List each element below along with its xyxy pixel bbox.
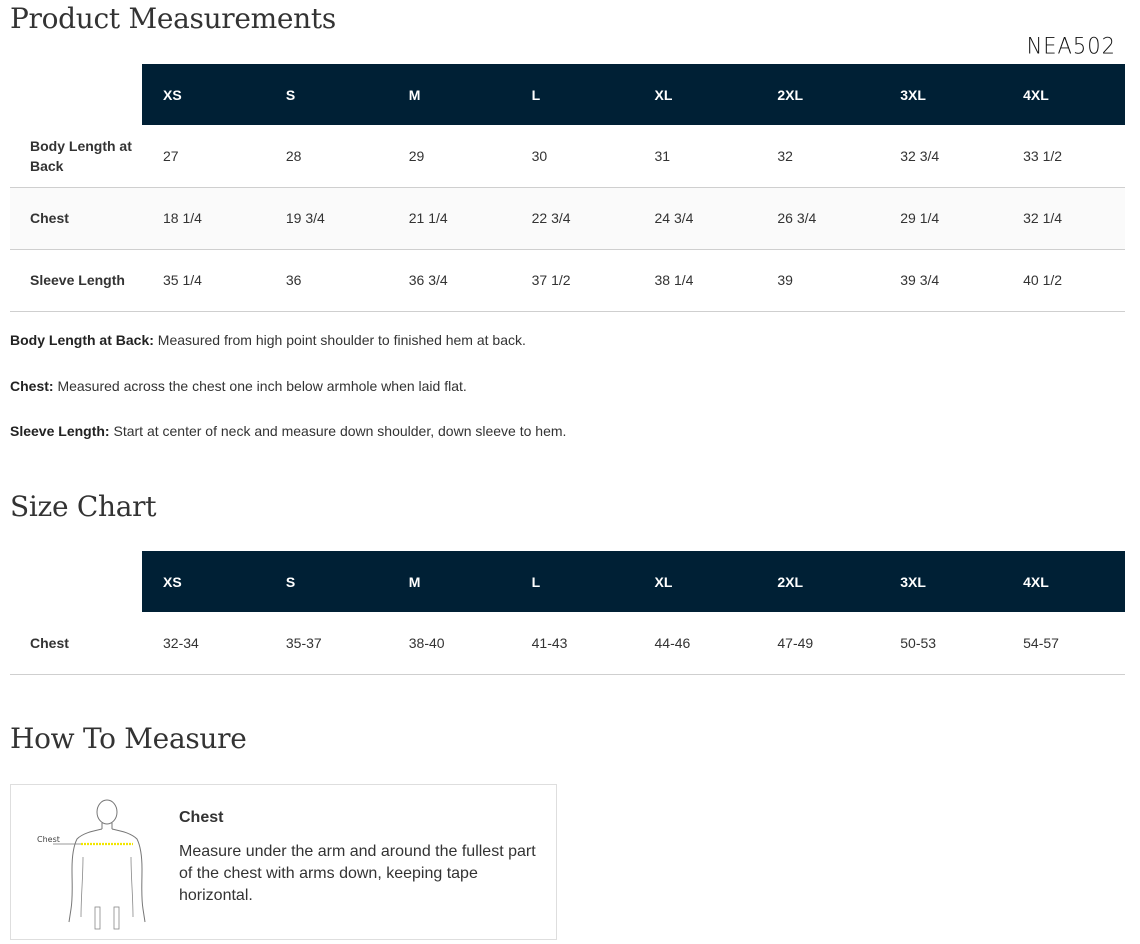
header-blank-cell [10,551,142,612]
figure-chest-label: Chest [37,835,60,844]
size-header: 4XL [1002,64,1125,125]
table-header-row [10,64,1125,125]
size-header: S [265,551,388,612]
table-cell: 39 [756,249,879,311]
size-header: S [265,64,388,125]
definition-term: Body Length at Back: [10,332,154,348]
size-header: L [511,551,634,612]
table-row [10,187,1125,249]
size-header: 2XL [756,64,879,125]
table-cell: 18 1/4 [142,187,265,249]
table-cell: 29 1/4 [879,187,1002,249]
size-header: 4XL [1002,551,1125,612]
size-header: M [388,64,511,125]
size-header: 3XL [879,64,1002,125]
style-code: NEA502 [1026,33,1116,59]
definition-text: Measured from high point shoulder to finished hem at back. [153,332,526,348]
definition-text: Start at center of neck and measure down shoulder, down sleeve to hem. [109,423,567,439]
table-cell: 26 3/4 [756,187,879,249]
row-label: Chest [10,612,142,674]
table-cell: 36 3/4 [388,249,511,311]
size-chart-table [10,551,1125,675]
table-cell: 24 3/4 [634,187,757,249]
table-cell: 35-37 [265,612,388,674]
product-measurements-table [10,64,1125,312]
table-cell: 36 [265,249,388,311]
table-row [10,249,1125,311]
table-cell: 28 [265,125,388,187]
table-row [10,125,1125,187]
size-header: M [388,551,511,612]
row-label: Body Length at Back [10,125,142,187]
table-cell: 27 [142,125,265,187]
how-to-measure-heading: How To Measure [10,722,247,755]
definition-sleeve-length [10,423,566,439]
definition-text: Measured across the chest one inch below armhole when laid flat. [53,378,467,394]
table-cell: 47-49 [756,612,879,674]
table-cell: 37 1/2 [511,249,634,311]
table-cell: 31 [634,125,757,187]
table-cell: 35 1/4 [142,249,265,311]
table-cell: 50-53 [879,612,1002,674]
table-cell: 44-46 [634,612,757,674]
size-header: XL [634,551,757,612]
table-header-row [10,551,1125,612]
table-cell: 30 [511,125,634,187]
definition-chest [10,378,467,394]
size-header: XS [142,551,265,612]
table-cell: 21 1/4 [388,187,511,249]
table-cell: 54-57 [1002,612,1125,674]
definition-term: Sleeve Length: [10,423,110,439]
table-row [10,612,1125,674]
table-cell: 38-40 [388,612,511,674]
table-cell: 22 3/4 [511,187,634,249]
table-cell: 19 3/4 [265,187,388,249]
row-label: Sleeve Length [10,249,142,311]
size-chart-heading: Size Chart [10,490,157,523]
product-measurements-heading: Product Measurements [10,2,336,35]
size-header: L [511,64,634,125]
size-header: 3XL [879,551,1002,612]
table-cell: 29 [388,125,511,187]
header-blank-cell [10,64,142,125]
size-header: 2XL [756,551,879,612]
table-cell: 32-34 [142,612,265,674]
measure-card-title: Chest [179,809,224,826]
measure-card-text: Measure under the arm and around the fullest part of the chest with arms down, keeping tape horizontal. [179,843,536,904]
table-cell: 38 1/4 [634,249,757,311]
table-cell: 32 [756,125,879,187]
size-header: XL [634,64,757,125]
measure-card [10,784,557,940]
row-label: Chest [10,187,142,249]
size-header: XS [142,64,265,125]
table-cell: 32 3/4 [879,125,1002,187]
table-cell: 40 1/2 [1002,249,1125,311]
definition-body-length [10,332,526,348]
table-cell: 39 3/4 [879,249,1002,311]
table-cell: 33 1/2 [1002,125,1125,187]
body-figure-illustration [31,797,169,932]
table-cell: 32 1/4 [1002,187,1125,249]
table-cell: 41-43 [511,612,634,674]
definition-term: Chest: [10,378,54,394]
